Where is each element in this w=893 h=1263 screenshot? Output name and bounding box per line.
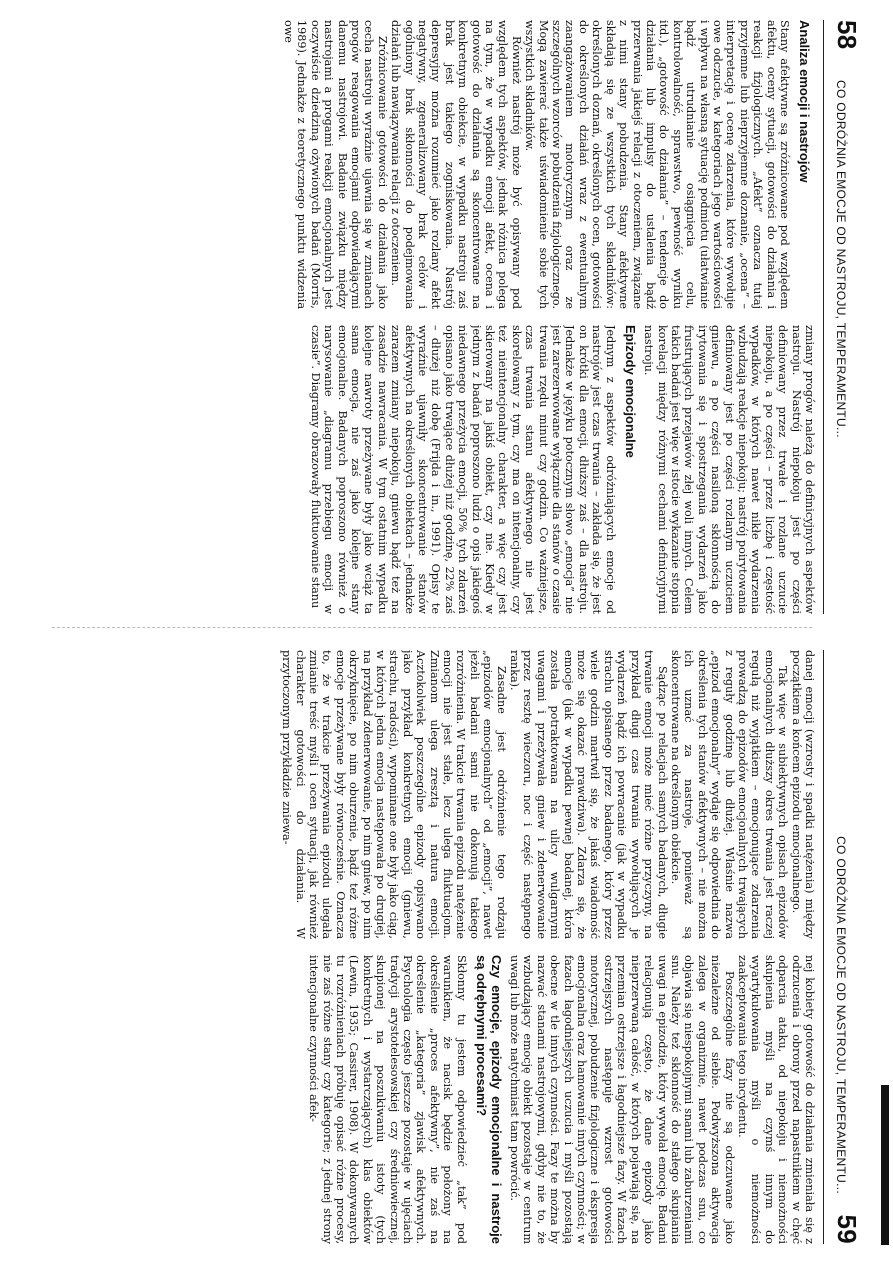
right-page [22, 642, 872, 1252]
paragraph: nej kobiety gotowość do działania zmieniała się z odrzucenia i obrony przed napastnikiem w chęć odparcia ataku, od niepokoju i niemożności skupienia myśli na czymś innym do wyartykułowania myśli o niemożności zaakceptowania tego incydentu. [735, 954, 816, 1244]
paragraph: Poszczególne fazy nie są odczuwane jako niezależne od siebie. Podwyższona aktywacja zalega w organizmie, nawet podczas snu, co objawia się niespokojnymi snami lub zaburzeniami snu. Należy też skłonność do stałego skupiania uwagi na epizodzie, który wywołał emocję. Badani relacjonują często, że dane epizody jako nieprzerwaną całość, w których pojawiają się, na przemian ostrzejsze i łagodniejsze fazy. W fazach ostrzejszych następuje wzrost gotowości motorycznej, pobudzenie fizjologiczne i ekspresja emocjonalna oraz hamowanie innych czynności; w fazach łagodniejszych uczucia i myśli pozostają obecne w tle innych czynności. Fazy te można by nazwać stanami nastrojowymi, gdyby nie to, że wzbudzający emocję obiekt pozostaje w centrum uwagi lub może natychmiast tam powrócić. [507, 954, 736, 1244]
left-columns [32, 20, 816, 614]
section-heading: Epizody emocjonalne [622, 324, 638, 458]
left-header-rule [823, 20, 824, 614]
paragraph: Jednym z aspektów odróżniających emocje od nastrojów jest czas trwania – zakłada się, że jest on krótki dla emocji, dłuższy zaś – dla nastroju. Jednakże w języku potocznym słowo „emocja” nie jest zarezerwowane wyłącznie dla stanów o czasie trwania rzędu minut czy godzin. Co ważniejsze, czas trwania stanu afektywnego nie jest skorelowany z tym, czy ma on intencjonalny, czy też nieintencjonalny charakter, a więc czy jest skierowany na jakiś obiekt, czy nie. Kiedy w jednym z badań poproszono ludzi o opis jakiegoś niedawnego przeżycia emocji, 50% tych zdarzeń opisano jako trwające dłużej niż godzinę, 22% zaś – dłużej niż dobę (Frijda i in., 1991). Opisy te wyraźnie ujawniły skoncentrowanie stanów afektywnych na określonych obiektach – jednakże zarazem zmiany niepokoju, gniewu bądź też na zasadzie nawracania. W tym ostatnim wypadku kolejne nawroty przeżywane były jako wciąż ta sama emocja, nie zaś jako kolejne stany emocjonalne. Badanych poproszono również o narysowanie „diagramu przebiegu emocji w czasie”. Diagramy obrazowały fluktuowanie stanu [308, 324, 617, 614]
right-header-text: CO ODRÓŻNIA EMOCJE OD NASTROJU, TEMPERAMENTU... [833, 835, 848, 1194]
left-column-2 [32, 325, 816, 614]
paragraph: Zasadne jest odróżnienie tego rodzaju „epizodów emocjonalnych” od „emocji”, nawet jeżeli badani sami nie dokonują takiego rozróżnienia. W trakcie trwania epizodu natężenie emocji nie jest stałe, lecz ulega fluktuacjom. Zmianom ulega zresztą i natura emocji. Acztokolwiek poszczególne epizody opisywano jako przykład konkretnych emocji (gniewu, strachu, radości), wypominane one były jako ciąg, w których jedna emocja następowała po drugiej, na przykład zdenerwowanie, po nim gniew, po nim okrzyknięcie, po nim oburzenie, bądź też różne emocje przeżywane były równocześnie. Oznacza to, że w trakcie przeżywania epizodu ulegała zmianie treść myśli i ocen sytuacji, jak również charakter gotowości do działania. W przytoczonym przykładzie zniewa- [279, 649, 508, 939]
right-running-head [826, 650, 862, 1244]
left-page [22, 12, 872, 622]
right-page-number: 59 [831, 1213, 862, 1244]
left-page-number: 58 [831, 19, 862, 50]
right-column-2 [32, 955, 816, 1244]
right-column-1 [32, 650, 816, 939]
book-spread [22, 12, 872, 1252]
right-header-rule [823, 650, 824, 1244]
paragraph: Tak więc w subiektywnych opisach epizodów emocjonalnych dłuższy okres trwania jest raczej regułą niż wyjątkiem – emocjonujące zdarzenia prowadzą do epizodów emocjonalnych trwających z reguły godzinę lub dłużej. Właśnie nazwa „epizod emocjonalny” wydaje się odpowiednia do określenia tych stanów afektywnych – nie można ich uznać za nastroje, ponieważ są skoncentrowane na określonym obiekcie. [668, 649, 789, 939]
scan-edge-mark [881, 1085, 889, 1245]
left-column-1 [32, 20, 816, 309]
paragraph: danej emocji (wzrosty i spadki natężenia) między początkiem a końcem epizodu emocjonalnego. [789, 649, 816, 939]
paragraph: Zróżnicowanie gotowości do działania jako cecha nastroju wyraźnie ujawnia się w zmianach progów reagowania emocjami odpowiadającymi danemu nastrojowi. Badanie związku między nastrojami a progami reakcji emocjonalnych jest oczywiście dziedziną ożywionych badań (Morris, 1989). Jednakże z teoretycznego punktu widzenia owe [281, 19, 389, 309]
paragraph: Stany afektywne są zróżnicowane pod względem afektu, oceny sytuacji, gotowości do działania i reakcji fizjologicznych. „Afekt” oznacza tutaj przyjemne lub nieprzyjemne doznanie, „ocena” – interpretację i ocenę zdarzenia, które wywołuje owe odczucie, w kategoriach jego wartościowości i wpływu na własną sytuację podmiotu (ułatwianie bądź utrudnianie osiągnięcia celu, kontrolowalność, sprawstwo, pewność wyniku itd.), „gotowość do działania” – tendencje do działania lub impulsy do ustalenia bądź przerwania jakiejś relacji z otoczeniem, związane z nimi stany pobudzenia. Stany afektywne składają się ze wszystkich tych składników: określonych doznań, określonych ocen, gotowości do określonych działań wraz z ewentualnym zaangażowaniem motorycznym oraz ze szczególnych wzorców pobudzenia fizjologicznego. Mogą zawierać także uświadomienie sobie tych wszystkich składników. [522, 19, 791, 309]
page-fold [52, 627, 812, 629]
paragraph: zmiany progów należą do definicyjnych aspektów nastroju. Nastrój niepokoju jest po części definiowany przez trwałe i rozlane uczucie niepokoju, a po części – przez liczbę i częstość wypadków, w których nawet nikłe wydarzenia wzbudzają reakcje niepokoju; nastrój poirytowania definiowany jest po części rozlanym uczuciem gniewu, a po części nasiloną skłonnością do irytowania się i spostrzegania wydarzeń jako frustrujących przejawów złej woli innych. Celem takich badań jest więc w istocie wykazanie stopnia korelacji między różnymi cechami definicyjnymi nastroju. [641, 324, 816, 614]
section-heading: Czy emocje, epizody emocjonalne i nastroje są odrębnymi procesami? [473, 954, 504, 1244]
paragraph: Sądząc po relacjach samych badanych, długie trwanie emocji może mieć różne przyczyny, na przykład długi czas trwania wywołujących je wydarzeń bądź ich powracanie (jak w wypadku strachu opisanego przez badanego, który przez wiele godzin martwił się, że jakaś wiadomość może się okazać prawdziwa). Zdarza się, że emocje (jak w wypadku pewnej badanej, która została potraktowana na ulicy wulgarnymi uwagami i przeżywała gniew i zdenerwowanie przez resztę wieczoru, noc i część następnego ranka). [507, 649, 669, 939]
section-heading: Analiza emocji i nastrojów [796, 19, 812, 183]
left-running-head [826, 19, 862, 614]
paragraph: Również nastrój może być opisywany pod względem tych aspektów, jednak różnica polega na tym, że w wypadku emocji afekt, ocena i gotowość do działania są skoncentrowane na konkretnym obiekcie, w wypadku nastroju zaś brak jest takiego zogniskowania. Nastrój depresyjny można rozumieć jako rozlany afekt negatywny, zgeneralizowany brak celów i ogólniony brak skłonności do podejmowania działań lub nawiązywania relacji z otoczeniem. [388, 19, 523, 309]
left-header-text: CO ODRÓŻNIA EMOCJE OD NASTROJU, TEMPERAMENTU... [833, 79, 848, 438]
right-columns [32, 650, 816, 1244]
paragraph: Skłonny tu jestem odpowiedzieć „tak” pod warunkiem, że nacisk będzie położony na określenie „proces afektywny”, nie zaś na określenie „kategoria” zjawisk afektywnych. Psychologia często jeszcze pozostaje w ujęciach tradycji arystotelesowskiej czy średniowiecznej, skupionej na poszukiwaniu istoty (tych konkretnych i wystarczających) klas obiektów (Lewin, 1935; Cassirer, 1908). W dokonywanych tu rozróżnieniach próbuję opisać różne procesy, nie zaś różne stany czy kategorie; z jednej strony intencjonalne czynności afek- [306, 954, 468, 1244]
